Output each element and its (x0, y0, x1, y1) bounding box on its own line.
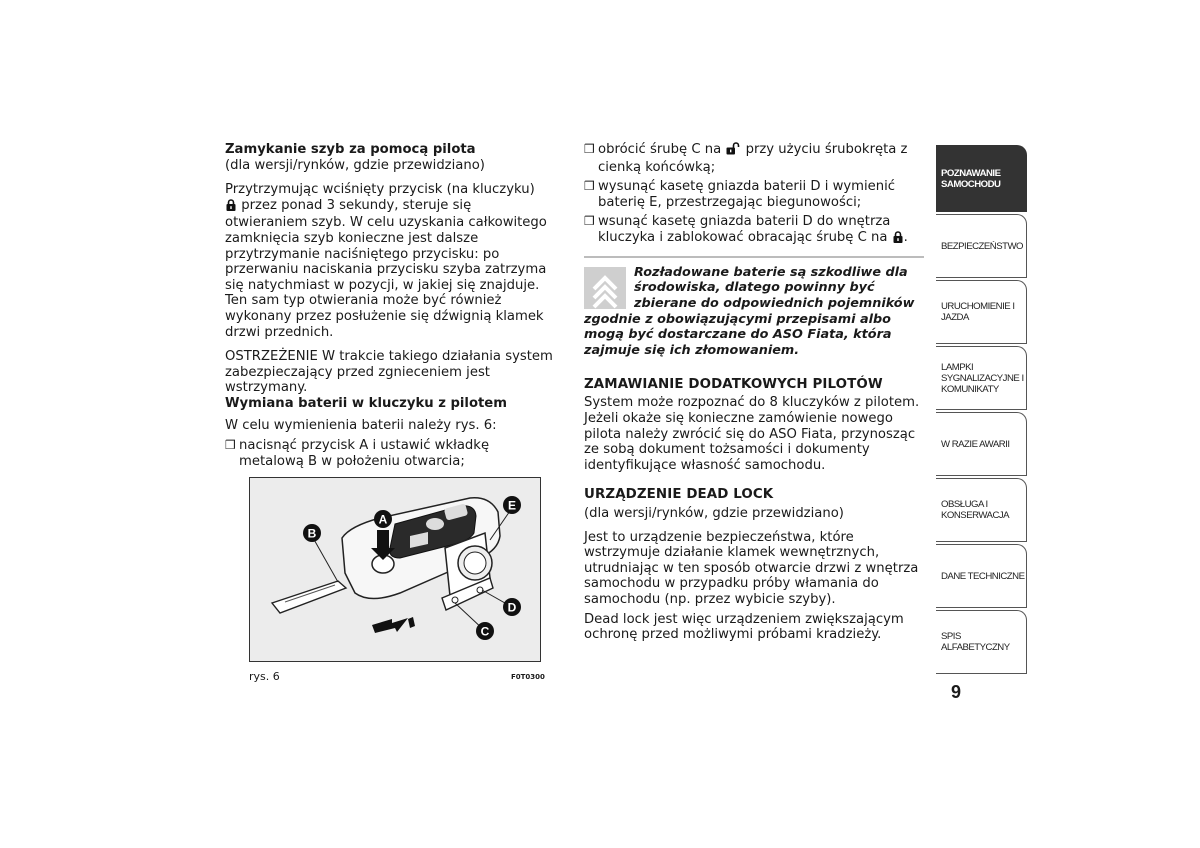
paragraph: Jest to urządzenie bezpieczeństwa, które wstrzymuje działanie klamek wewnętrznych, utrudniając w ten sposób otwarcie drzwi z wnętrza samochodu w przypadku próby włamania do samochodu (np. przez wybicie szyby). (584, 529, 919, 607)
tab-label: W RAZIE AWARII (941, 438, 1010, 450)
recycle-chevrons-icon (584, 267, 626, 309)
tab-label: BEZPIECZEŃSTWO (941, 240, 1024, 252)
checkbox-bullet-icon: ❒ (225, 438, 236, 453)
tab-label: LAMPKI SYGNALIZACYJNE I KOMUNIKATY (941, 361, 1024, 395)
paragraph: W celu wymienienia baterii należy rys. 6: (225, 417, 497, 433)
list-item (225, 438, 557, 469)
callout-C (476, 622, 494, 640)
note-text: Rozładowane baterie są szkodliwe dla środowiska, dlatego powinny być zbierane do odpowiednich pojemników zgodnie z obowiązującymi przepisami albo mogą być dostarczane do ASO Fiata, która zajmuje się ich złomowaniem. (584, 264, 915, 359)
tab-bezpieczenstwo[interactable] (936, 214, 1027, 278)
svg-text:E: E (507, 498, 517, 513)
section-title: Wymiana baterii w kluczyku z pilotem (225, 395, 507, 411)
list-item-text: wysunąć kasetę gniazda baterii D i wymienić baterię E, przestrzegając biegunowości; (598, 179, 896, 210)
list-item (584, 214, 924, 247)
section-subtitle: (dla wersji/rynków, gdzie przewidziano) (584, 505, 844, 521)
paragraph: Dead lock jest więc urządzeniem zwiększającym ochronę przed możliwymi próbami kradzieży. (584, 611, 904, 643)
tab-w-razie-awarii[interactable] (936, 412, 1027, 476)
key-illustration (250, 478, 539, 660)
section-title: ZAMAWIANIE DODATKOWYCH PILOTÓW (584, 376, 883, 392)
list-item-text: wsunąć kasetę gniazda baterii D do wnętrza kluczyka i zablokować obracając śrubę C na (598, 214, 891, 245)
section-windows (225, 142, 557, 173)
key-battery-figure (249, 477, 541, 662)
section-title: URZĄDZENIE DEAD LOCK (584, 487, 774, 503)
svg-text:D: D (507, 600, 517, 615)
callout-E (503, 496, 521, 514)
list-item-text: przy użyciu śrubokręta z cienką końcówką; (598, 142, 908, 175)
left-column (225, 142, 557, 473)
environment-note (584, 256, 924, 359)
right-column (584, 142, 924, 652)
section-subtitle: (dla wersji/rynków, gdzie przewidziano) (225, 157, 485, 173)
tab-uruchomienie-i-jazda[interactable] (936, 280, 1027, 344)
list-item-text: nacisnąć przycisk A i ustawić wkładkę metalową B w położeniu otwarcia; (239, 438, 490, 469)
paragraph: System może rozpoznać do 8 kluczyków z pilotem. Jeżeli okaże się konieczne zamówienie nowego pilota należy zwrócić się do ASO Fiata, przynosząc ze sobą dokument tożsamości i dokumenty identyfikujące własność samochodu. (584, 395, 920, 473)
page-number: 9 (951, 682, 962, 702)
paragraph (225, 182, 557, 340)
callout-B (303, 524, 321, 542)
callout-D (503, 598, 521, 616)
tab-label: SPIS ALFABETYCZNY (941, 631, 1010, 653)
lock-closed-icon (226, 199, 236, 216)
paragraph-text: przez ponad 3 sekundy, steruje się otwieraniem szyb. W celu uzyskania całkowitego zamknięcia szyb konieczne jest dalsze przytrzymanie naciśniętego przycisku: po przerwaniu naciskania przycisku szyba zatrzyma się natychmiast w pozycji, w jakiej się znajduje. Ten sam typ otwierania może być również wykonany przez posłużenie się dźwignią klamek drzwi przednich. (225, 197, 547, 340)
section-deadlock (584, 487, 924, 521)
svg-text:A: A (378, 512, 388, 527)
checkbox-bullet-icon: ❒ (584, 142, 595, 156)
lock-closed-icon (893, 231, 903, 248)
svg-text:B: B (307, 526, 317, 541)
tab-label: URUCHOMIENIE I JAZDA (941, 301, 1015, 323)
lock-open-icon (726, 142, 740, 160)
tab-dane-techniczne[interactable] (936, 544, 1027, 608)
checkbox-bullet-icon: ❒ (584, 214, 595, 229)
tab-lampki-sygnalizacyjne[interactable] (936, 346, 1027, 410)
chapter-tabs (936, 145, 1027, 676)
tab-label: OBSŁUGA I KONSERWACJA (941, 499, 1010, 521)
tab-spis-alfabetyczny[interactable] (936, 610, 1027, 674)
tab-label: POZNAWANIE SAMOCHODU (941, 167, 1001, 190)
list-item-text: obrócić śrubę C na (598, 142, 722, 157)
callout-A (374, 510, 392, 528)
tab-label: DANE TECHNICZNE (941, 570, 1025, 582)
figure-caption: rys. 6 (249, 670, 280, 683)
warning-paragraph: OSTRZEŻENIE W trakcie takiego działania system zabezpieczający przed zgnieceniem jest wstrzymany. (225, 349, 553, 396)
tab-poznawanie-samochodu[interactable] (936, 145, 1027, 212)
paragraph-text: Przytrzymując wciśnięty przycisk (na kluczyku) (225, 182, 535, 198)
list-item-text: . (903, 229, 908, 245)
list-item (584, 179, 924, 210)
checkbox-bullet-icon: ❒ (584, 179, 595, 194)
section-title: Zamykanie szyb za pomocą pilota (225, 142, 476, 157)
tab-obsluga-i-konserwacja[interactable] (936, 478, 1027, 542)
figure-code: F0T0300 (511, 673, 545, 681)
svg-text:C: C (480, 624, 490, 639)
list-item (584, 142, 924, 175)
